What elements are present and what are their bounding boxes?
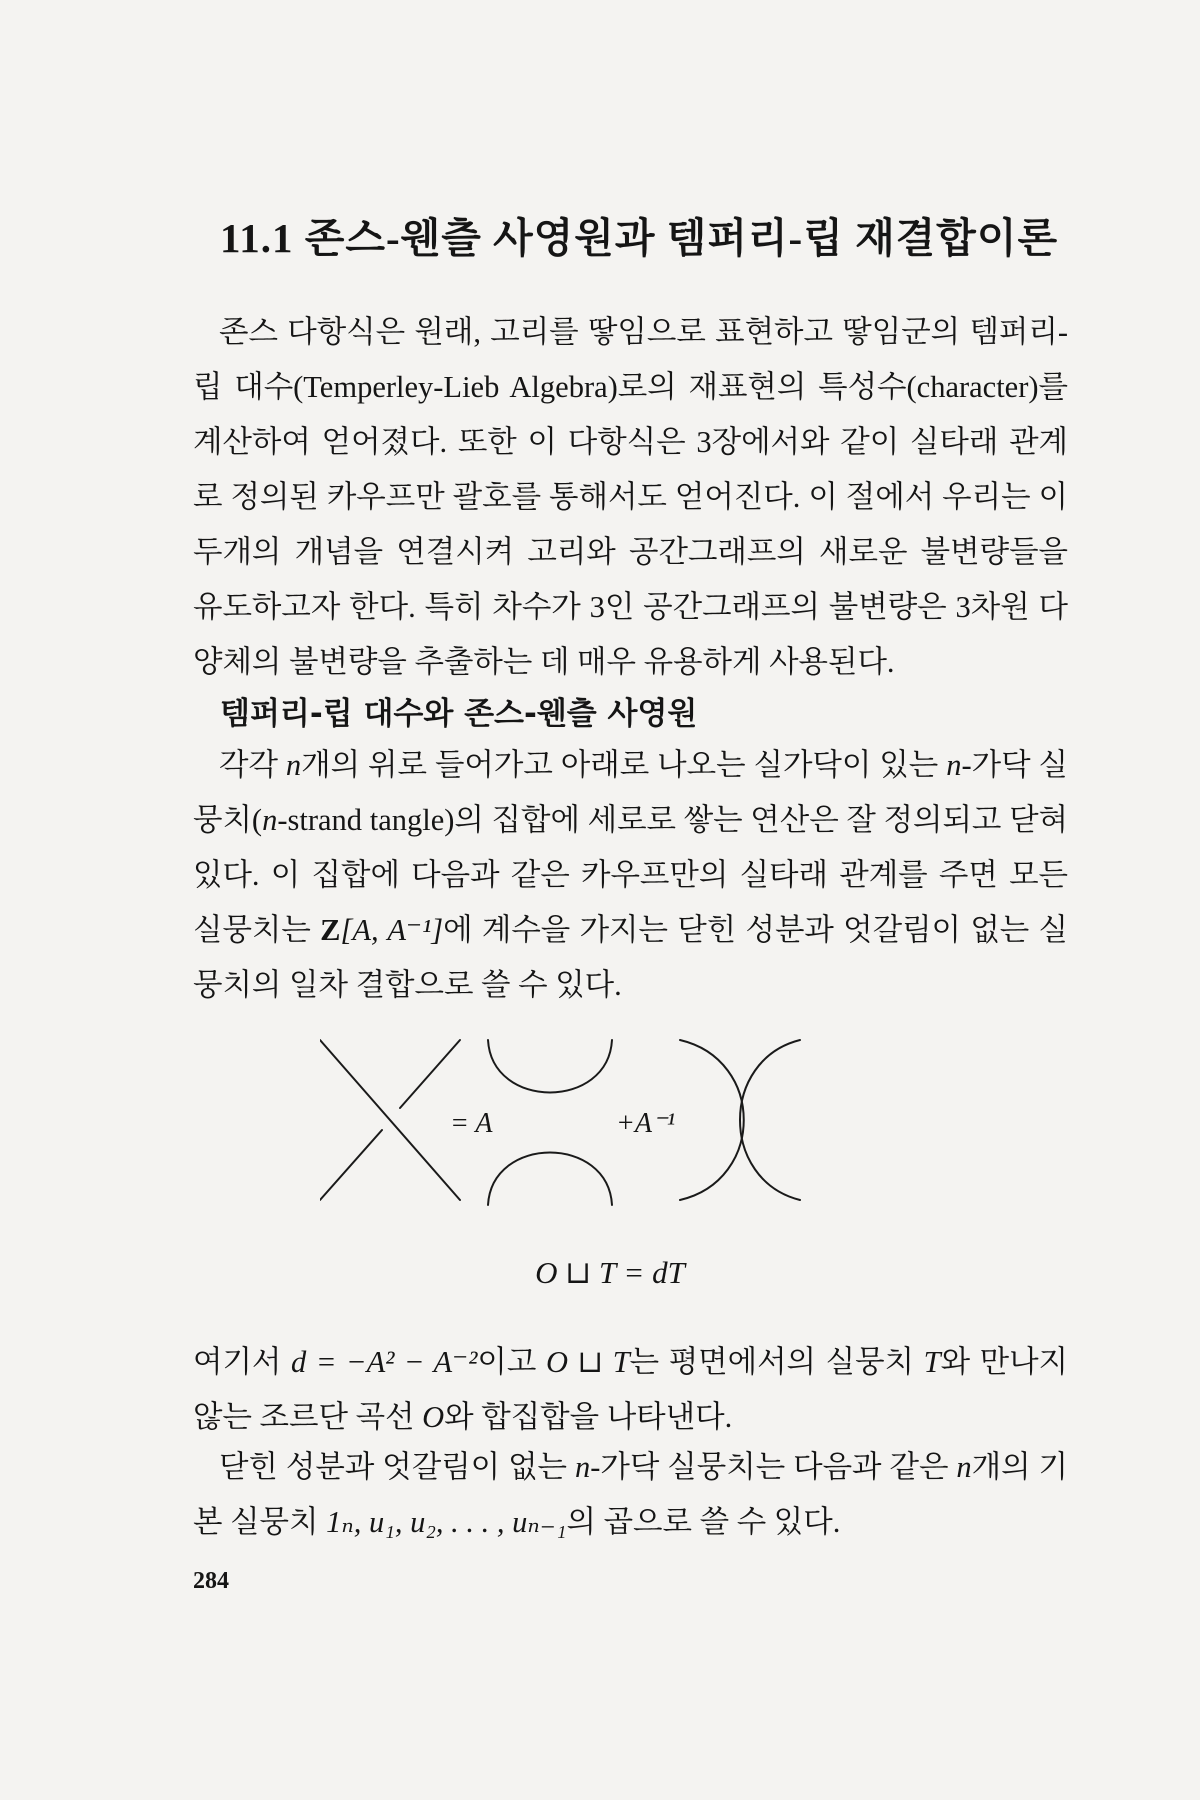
p3-text-d: 와 만나지 않는 조르단 곡선 [193,1345,1069,1434]
disjoint-union-equation: O ⊔ T = dT [535,1255,685,1290]
skein-coefficient-a: = A [450,1108,493,1139]
basis-paragraph [193,1440,1068,1550]
math-t: T [923,1345,941,1379]
p4-text-d: 의 곱으로 쓸 수 있다. [566,1505,841,1539]
skein-coefficient-a-inverse: +A⁻¹ [616,1108,676,1139]
math-ring-z: Z [320,913,341,947]
math-n: n [285,748,302,782]
intro-paragraph [193,305,1068,690]
page-number: 284 [193,1568,229,1594]
smoothing-ainv-right-arc [740,1040,800,1200]
crossing-understrand-upper [400,1040,460,1108]
math-n: n [575,1450,591,1484]
p4-text-b: -가닥 실뭉치는 다음과 같은 [590,1450,957,1484]
p2-text-b: 개의 위로 들어가고 아래로 나오는 실가닥이 있는 [301,748,947,782]
p3-text-b: 이고 [477,1345,546,1379]
intro-text: 존스 다항식은 원래, 고리를 땋임으로 표현하고 땋임군의 템퍼리-립 대수(Temperley-Lieb Algebra)로의 재표현의 특성수(character)를 계산하여 얻어졌다. 또한 이 다항식은 3장에서와 같이 실타래 관계로 정의된 카우프만 괄호를 통해서도 얻어진다. 이 절에서 우리는 이 두개의 개념을 연결시켜 고리와 공간그래프의 새로운 불변량들을 유도하고자 한다. 특히 차수가 3인 공간그래프의 불변량은 3차원 다양체의 불변량을 추출하는 데 매우 유용하게 사용된다. [193,315,1068,679]
skein-paragraph [193,738,1068,1013]
smoothing-ainv-left-arc [680,1040,744,1200]
math-o-union-t: O ⊔ T [545,1345,630,1379]
smoothing-a-top-arc [488,1040,612,1093]
p3-text-c: 는 평면에서의 실뭉치 [629,1345,924,1379]
p3-text-a: 여기서 [193,1345,291,1379]
math-d-formula: d = −A² − A⁻² [290,1345,478,1379]
p2-text-d: -strand tangle)의 집합에 세로로 쌓는 연산은 잘 정의되고 닫혀있다. 이 집합에 다음과 같은 카우프만의 실타래 관계를 주면 모든 실뭉치는 [193,803,1068,947]
p2-text-a: 각각 [219,748,286,782]
p4-text-a: 닫힌 성분과 엇갈림이 없는 [219,1450,575,1484]
p2-text-c: -가닥 실뭉치( [193,748,1069,837]
math-n: n [262,803,278,837]
math-basis-list: 1ₙ, u₁, u₂, . . . , uₙ₋₁ [326,1505,567,1539]
math-n: n [946,748,962,782]
crossing-understrand-lower [320,1130,382,1200]
subsection-title: 템퍼리-립 대수와 존스-웬츨 사영원 [220,696,698,732]
smoothing-a-bottom-arc [488,1153,612,1206]
p4-text-c: 개의 기본 실뭉치 [193,1450,1069,1539]
section-title: 11.1 존스-웬츨 사영원과 템퍼리-립 재결합이론 [220,215,1059,261]
math-o: O [422,1400,445,1434]
math-ring-args: [A, A⁻¹] [340,913,444,947]
definition-paragraph [193,1335,1068,1445]
p3-text-e: 와 합집합을 나타낸다. [444,1400,733,1434]
kauffman-skein-figure [320,1030,920,1230]
p2-text-e: 에 계수을 가지는 닫힌 성분과 엇갈림이 없는 실뭉치의 일차 결합으로 쓸 수 있다. [193,913,1068,1002]
math-n: n [956,1450,972,1484]
